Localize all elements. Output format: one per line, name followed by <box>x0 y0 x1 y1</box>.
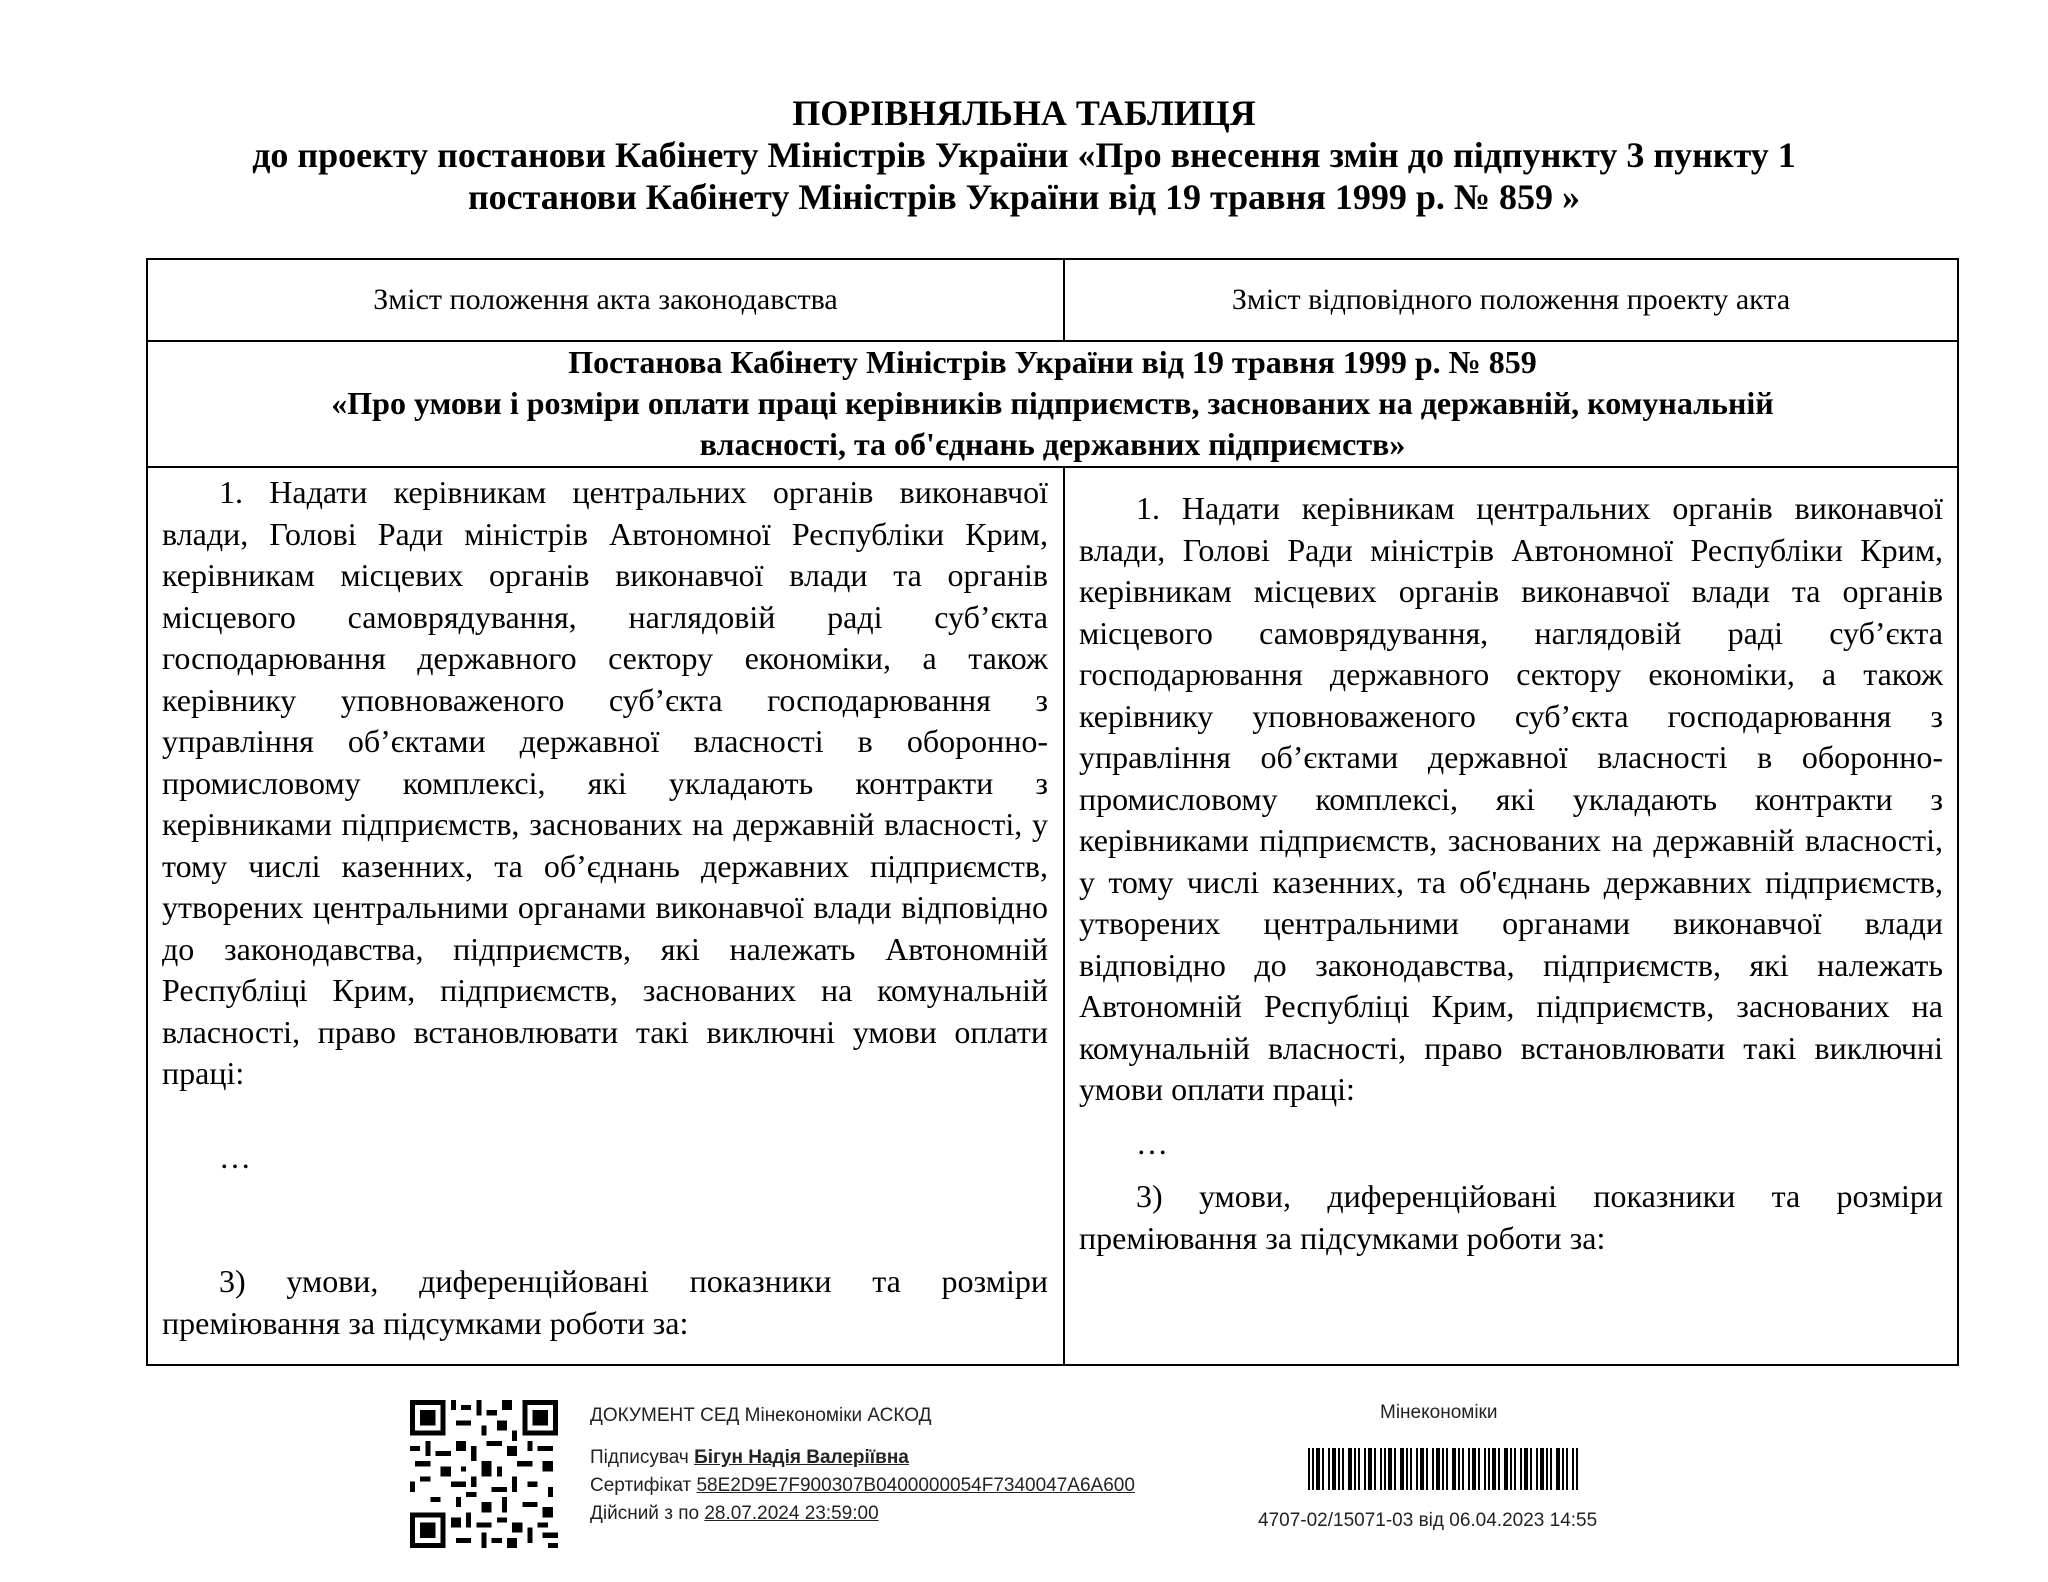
section-title-row <box>148 342 1957 468</box>
table-header-row <box>148 260 1957 342</box>
signer-name: Бігун Надія Валеріївна <box>694 1447 909 1468</box>
header-draft-provision: Зміст відповідного положення проекту акта <box>1231 283 1791 316</box>
draft-provision-cell <box>1065 468 1957 1364</box>
current-provision-cell <box>148 468 1065 1364</box>
certificate-value: 58E2D9E7F900307B0400000054F7340047A6A600 <box>696 1475 1135 1496</box>
certificate-line <box>590 1472 1135 1500</box>
document-title <box>0 92 2048 218</box>
sed-document-label: ДОКУМЕНТ СЕД Мінекономіки АСКОД <box>590 1405 932 1426</box>
signer-label: Підписувач <box>590 1447 689 1468</box>
current-paragraph-1: 1. Надати керівникам центральних органів виконавчої влади, Голові Ради міністрів Автономної Республіки Крим, керівникам місцевих органів виконавчої влади та органів місцевого самоврядування, наглядовій раді суб’єкта господарювання державного сектору економіки, а також керівнику уповноваженого суб’єкта господарювання з управління об’єктами державної власності в оборонно-промисловому комплексі, які укладають контракти з керівниками підприємств, заснованих на державній власності, у тому числі казенних, та об’єднань державних підприємств, утворених центральними органами виконавчої влади відповідно до законодавства, підприємств, які належать Автономній Республіці Крим, підприємств, заснованих на комунальній власності, право встановлювати такі виключні умови оплати праці: <box>162 474 1048 1091</box>
qr-code-icon <box>410 1400 558 1548</box>
current-ellipsis: … <box>219 1138 251 1175</box>
signer-line <box>590 1444 1135 1472</box>
draft-paragraph-2: 3) умови, диференційовані показники та розміри преміювання за підсумками роботи за: <box>1079 1178 1943 1256</box>
section-title-line-1: Постанова Кабінету Міністрів України від 19 травня 1999 р. № 859 <box>568 344 1537 380</box>
comparison-table <box>146 258 1959 1366</box>
table-body-row <box>148 468 1957 1364</box>
validity-value: 28.07.2024 23:59:00 <box>704 1503 879 1524</box>
header-current-provision: Зміст положення акта законодавства <box>148 260 1065 340</box>
title-line-1: ПОРІВНЯЛЬНА ТАБЛИЦЯ <box>792 93 1256 133</box>
certificate-label: Сертифікат <box>590 1475 692 1496</box>
organization-name: Мінекономіки <box>1380 1402 1498 1423</box>
barcode-icon <box>1308 1448 1578 1490</box>
signature-footer <box>0 1400 2048 1560</box>
registration-number: 4707-02/15071-03 від 06.04.2023 14:55 <box>1258 1510 1598 1531</box>
draft-paragraph-1: 1. Надати керівникам центральних органів виконавчої влади, Голові Ради міністрів Автономної Республіки Крим, керівникам місцевих органів виконавчої влади та органів місцевого самоврядування, наглядовій раді суб’єкта господарювання державного сектору економіки, а також керівнику уповноваженого суб’єкта господарювання з управління об’єктами державної власності в оборонно-промисловому комплексі, які укладають контракти з керівниками підприємств, заснованих на державній власності, у тому числі казенних, та об'єднань державних підприємств, утворених центральними органами виконавчої влади відповідно до законодавства, підприємств, які належать Автономній Республіці Крим, підприємств, заснованих на комунальній власності, право встановлювати такі виключні умови оплати праці: <box>1079 490 1943 1107</box>
validity-line <box>590 1500 1135 1528</box>
draft-ellipsis: … <box>1136 1124 1168 1161</box>
section-title-line-3: власності, та об'єднань державних підприємств» <box>699 426 1406 462</box>
section-title-line-2: «Про умови і розміри оплати праці керівників підприємств, заснованих на державній, комунальній <box>331 385 1774 421</box>
validity-label: Дійсний з по <box>590 1503 700 1524</box>
title-line-3: постанови Кабінету Міністрів України від 19 травня 1999 р. № 859 » <box>467 177 1581 217</box>
title-line-2: до проекту постанови Кабінету Міністрів України «Про внесення змін до підпункту 3 пункту 1 <box>252 135 1796 175</box>
sed-signature-info <box>590 1402 1135 1528</box>
current-paragraph-2: 3) умови, диференційовані показники та розміри преміювання за підсумками роботи за: <box>162 1263 1048 1341</box>
